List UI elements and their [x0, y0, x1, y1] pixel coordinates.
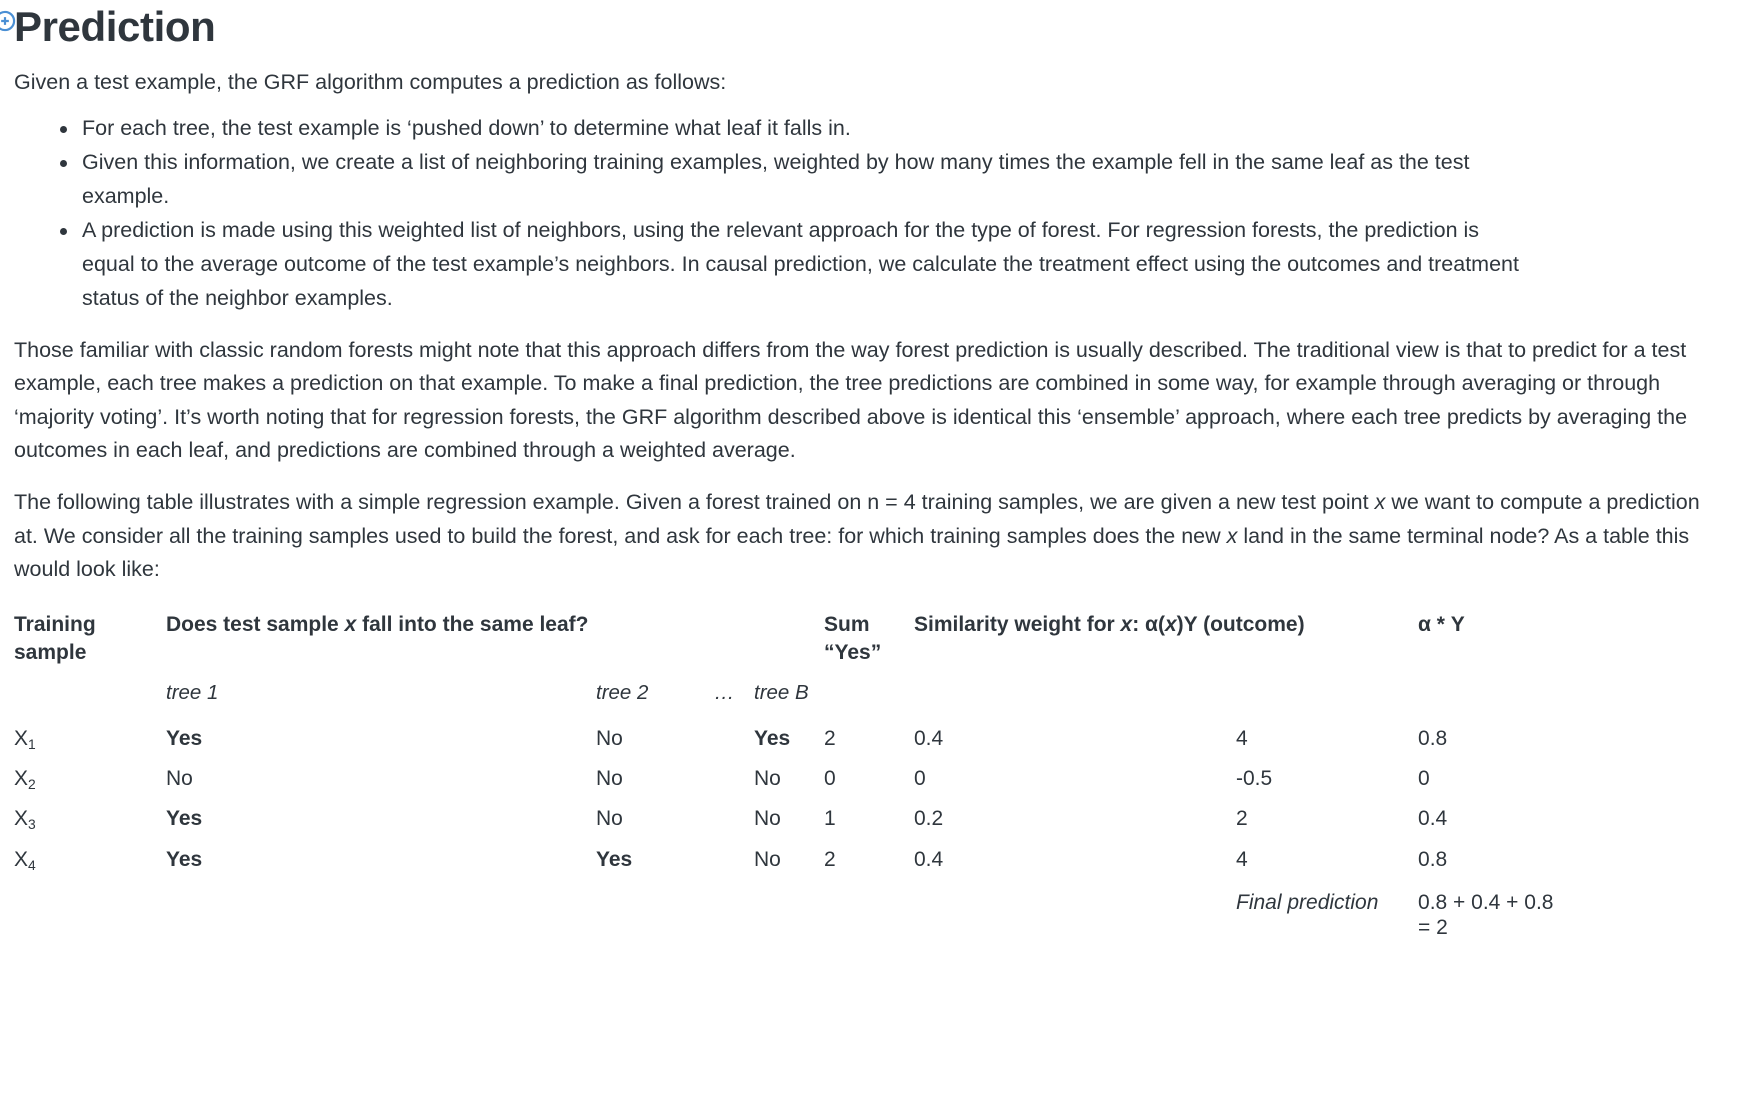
cell-sum-yes: 0 — [824, 767, 836, 791]
tree-label-b: tree B — [754, 681, 809, 705]
link-anchor-icon[interactable] — [0, 10, 16, 32]
empty-cell — [596, 874, 714, 940]
page-title: Prediction — [14, 3, 216, 50]
empty-cell — [714, 874, 754, 940]
final-prediction-label: Final prediction — [1236, 890, 1379, 914]
cell-outcome: 2 — [1236, 807, 1248, 831]
table-header — [14, 611, 1720, 713]
cell-sum-yes: 1 — [824, 807, 836, 831]
empty-cell — [824, 666, 914, 713]
sample-subscript: 2 — [28, 776, 36, 793]
cell-tree-b: Yes — [754, 727, 791, 751]
variable-x: x — [1164, 612, 1177, 636]
cell-ellipsis — [714, 713, 754, 753]
column-header-same-leaf — [166, 611, 824, 667]
tree-label-ellipsis: … — [714, 681, 735, 705]
empty-cell — [14, 666, 166, 713]
final-prediction-expression: 0.8 + 0.4 + 0.8 — [1418, 890, 1554, 914]
grf-prediction-table — [14, 611, 1720, 941]
final-prediction-result: = 2 — [1418, 916, 1448, 940]
cell-training-sample: $X_3$ — [14, 807, 36, 833]
cell-tree-b: No — [754, 767, 781, 791]
table-row — [14, 713, 1720, 753]
cell-tree-2: No — [596, 767, 623, 791]
empty-cell — [14, 874, 166, 940]
cell-sum-yes: 2 — [824, 847, 836, 871]
empty-cell — [754, 874, 824, 940]
table-intro-part-3: land in the same terminal node? As a table this would look like: — [14, 523, 1690, 582]
cell-outcome: 4 — [1236, 727, 1248, 751]
column-header-training-sample: Training sample — [14, 612, 96, 664]
table-row — [14, 834, 1720, 874]
cell-training-sample: $X_2$ — [14, 767, 36, 793]
same-leaf-part-2: fall into the same leaf? — [356, 612, 589, 636]
cell-outcome: 4 — [1236, 847, 1248, 871]
cell-similarity-weight: 0 — [914, 767, 926, 791]
list-item: A prediction is made using this weighted list of neighbors, using the relevant approach for the type of forest. For regression forests, the prediction is equal to the average outcome of the test example’s neighbors. In causal prediction, we calculate the treatment effect using the outcomes and treatment status of the neighbor examples. — [82, 214, 1527, 316]
cell-tree-1: Yes — [166, 727, 203, 751]
similarity-part-2: : α( — [1132, 612, 1165, 636]
table-row — [14, 793, 1720, 833]
cell-tree-2: Yes — [596, 847, 633, 871]
ensemble-paragraph: Those familiar with classic random forests might note that this approach differs from the way forest prediction is usually described. The traditional view is that to predict for a test example, each tree makes a prediction on that example. To make a final prediction, the tree predictions are combined in some way, for example through averaging or through ‘majority voting’. It’s worth noting that for regression forests, the GRF algorithm described above is identical this ‘ensemble’ approach, where each tree predicts by averaging the outcomes in each leaf, and predictions are combined through a weighted average. — [14, 337, 1688, 463]
variable-x: x — [1374, 490, 1386, 515]
cell-tree-2: No — [596, 727, 623, 751]
variable-x: x — [344, 612, 357, 636]
empty-cell — [914, 874, 1236, 940]
cell-ellipsis — [714, 834, 754, 874]
cell-ellipsis — [714, 753, 754, 793]
cell-tree-2: No — [596, 807, 623, 831]
cell-similarity-weight: 0.4 — [914, 847, 944, 871]
list-item: For each tree, the test example is ‘pushed down’ to determine what leaf it falls in. — [82, 112, 1527, 146]
table-header-row — [14, 611, 1720, 667]
empty-cell — [1418, 666, 1720, 713]
variable-x: x — [1120, 612, 1133, 636]
same-leaf-part-1: Does test sample — [166, 612, 345, 636]
cell-training-sample: $X_1$ — [14, 727, 36, 752]
similarity-part-1: Similarity weight for — [914, 612, 1121, 636]
empty-cell — [824, 874, 914, 940]
empty-cell — [1236, 666, 1418, 713]
table-row — [14, 753, 1720, 793]
table-body — [14, 713, 1720, 940]
cell-alpha-y: 0.8 — [1418, 727, 1448, 751]
similarity-part-3: )Y (outcome) — [1176, 612, 1305, 636]
tree-label-2: tree 2 — [596, 681, 649, 705]
cell-tree-b: No — [754, 807, 781, 831]
cell-tree-b: No — [754, 847, 781, 871]
column-header-alpha-times-y: α * Y — [1418, 612, 1465, 636]
intro-paragraph: Given a test example, the GRF algorithm computes a prediction as follows: — [14, 69, 727, 94]
list-item: Given this information, we create a list of neighboring training examples, weighted by how many times the example fell in the same leaf as the test example. — [82, 146, 1527, 214]
cell-tree-1: No — [166, 767, 193, 791]
empty-cell — [166, 874, 596, 940]
sample-subscript: 3 — [28, 816, 36, 833]
table-intro-part-1: The following table illustrates with a simple regression example. Given a forest trained on n = 4 training samples, we are given a new test point — [14, 490, 1375, 515]
column-header-similarity-weight — [914, 611, 1418, 667]
cell-alpha-y: 0 — [1418, 767, 1430, 791]
cell-tree-1: Yes — [166, 847, 203, 871]
heading-section — [14, 0, 1724, 52]
final-prediction-value — [1418, 874, 1720, 940]
cell-similarity-weight: 0.4 — [914, 727, 944, 751]
cell-outcome: -0.5 — [1236, 767, 1273, 791]
cell-similarity-weight: 0.2 — [914, 807, 944, 831]
sample-subscript: 4 — [28, 856, 36, 873]
variable-x: x — [1226, 523, 1238, 548]
cell-alpha-y: 0.8 — [1418, 847, 1448, 871]
final-prediction-row — [14, 874, 1720, 940]
cell-ellipsis — [714, 793, 754, 833]
prediction-steps-list — [14, 112, 1724, 316]
table-intro-part-2: we want to compute a prediction at. We consider all the training samples used to build the forest, and ask for each tree: for which training samples does the new — [14, 490, 1700, 548]
cell-tree-1: Yes — [166, 807, 203, 831]
cell-alpha-y: 0.4 — [1418, 807, 1448, 831]
sample-subscript: 1 — [28, 735, 36, 752]
tree-label-1: tree 1 — [166, 681, 219, 705]
table-tree-subheader-row — [14, 666, 1720, 713]
table-intro-paragraph — [14, 486, 1724, 587]
cell-training-sample: $X_4$ — [14, 847, 36, 873]
empty-cell — [914, 666, 1236, 713]
column-header-sum-yes: Sum “Yes” — [824, 612, 882, 664]
cell-sum-yes: 2 — [824, 727, 836, 751]
